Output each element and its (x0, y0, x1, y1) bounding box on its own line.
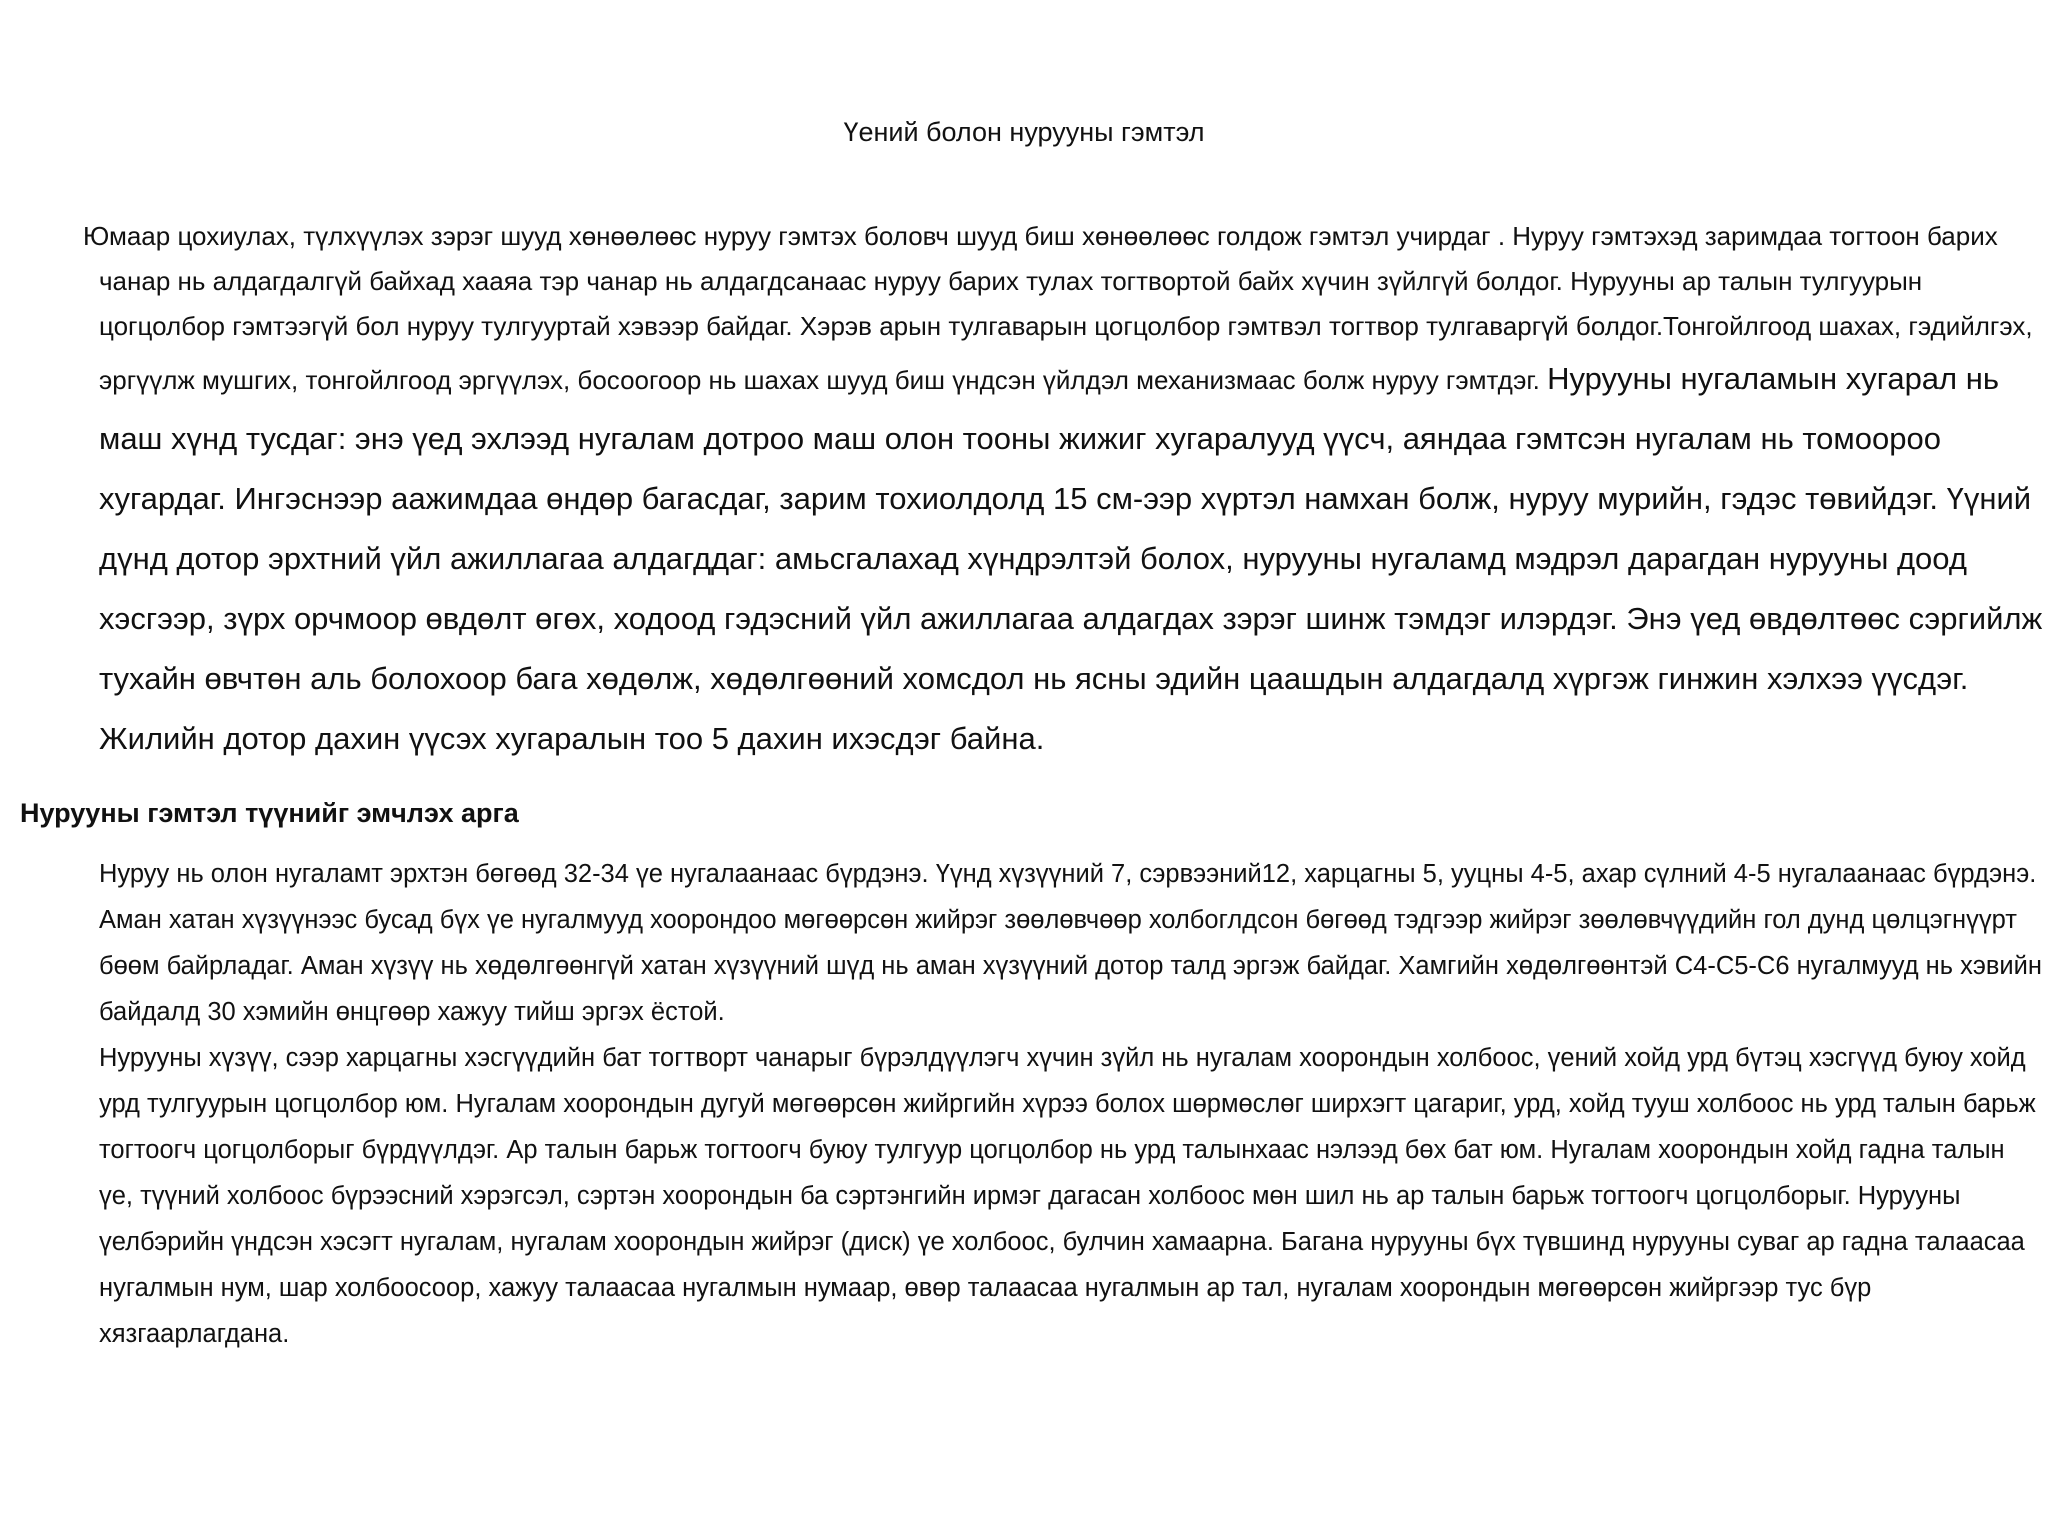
document-title: Үений болон нурууны гэмтэл (843, 117, 1205, 147)
body-paragraph-1: Нуруу нь олон нугаламт эрхтэн бөгөөд 32-34 үе нугалаанаас бүрдэнэ. Үүнд хүзүүний 7, сэрвээний12, харцагны 5, ууцны 4-5, ахар сүлний 4-5 нугалаанаас бүрдэнэ. (99, 860, 2037, 888)
intro-text-part1: Юмаар цохиулах, түлхүүлэх зэрэг шууд хөнөөлөөс нуруу гэмтэх боловч шууд биш хөнөөлөөс голдож гэмтэл учирдаг . Нуруу гэмтэхэд заримдаа тогтоон барих чанар нь алдагдалгүй байхад хааяа тэр чанар нь алдагдсанаас нуруу барих тулах тогтвортой байх хүчин зүйлгүй болдог. Нурууны ар талын тулгуурын цогцолбор гэмтээгүй бол нуруу тулгууртай хэвээр байдаг. Хэрэв арын тулгаварын цогцолбор гэмтвэл тогтвор тулгаваргүй болдог.Тонгойлгоод шахах, гэдийлгэх, эргүүлж мушгих, тонгойлгоод эргүүлэх, босоогоор нь шахах шууд биш үндсэн үйлдэл механизмаас болж нуруу гэмтдэг. (83, 221, 2033, 395)
body-paragraph-2: Аман хатан хүзүүнээс бусад бүх үе нугалмууд хоорондоо мөгөөрсөн жийрэг зөөлөвчөөр холбоглдсон бөгөөд тэдгээр жийрэг зөөлөвчүүдийн гол дунд цөлцэгнүүрт бөөм байрладаг. Аман хүзүү нь хөдөлгөөнгүй хатан хүзүүний шүд нь аман хүзүүний дотор талд эргэж байдаг. Хамгийн хөдөлгөөнтэй C4-C5-C6 нугалмууд нь хэвийн байдалд 30 хэмийн өнцгөөр хажуу тийш эргэх ёстой. (99, 906, 2042, 1026)
section-body (99, 851, 2044, 1357)
body-paragraph-3: Нурууны хүзүү, сээр харцагны хэсгүүдийн бат тогтворт чанарыг бүрэлдүүлэгч хүчин зүйл нь нугалам хоорондын холбоос, үений хойд урд бүтэц хэсгүүд буюу хойд урд тулгуурын цогцолбор юм. Нугалам хоорондын дугуй мөгөөрсөн жийргийн хүрээ болох шөрмөслөг ширхэгт цагариг, урд, хойд тууш холбоос нь урд талын барьж тогтоогч цогцолборыг бүрдүүлдэг. Ар талын барьж тогтоогч буюу тулгуур цогцолбор нь урд талынхаас нэлээд бөх бат юм. Нугалам хоорондын хойд гадна талын үе, түүний холбоос бүрээсний хэрэгсэл, сэртэн хоорондын ба сэртэнгийн ирмэг дагасан холбоос мөн шил нь ар талын барьж тогтоогч цогцолборыг. Нурууны үелбэрийн үндсэн хэсэгт нугалам, нугалам хоорондын жийрэг (диск) үе холбоос, булчин хамаарна. Багана нурууны бүх түвшинд нурууны суваг ар гадна талаасаа нугалмын нум, шар холбоосоор, хажуу талаасаа нугалмын нумаар, өвөр талаасаа нугалмын ар тал, нугалам хоорондын мөгөөрсөн жийргээр тус бүр хязгаарлагдана. (99, 1044, 2036, 1348)
section-heading: Нурууны гэмтэл түүнийг эмчлэх арга (20, 798, 519, 828)
intro-text-part2: Нурууны нугаламын хугарал нь маш хүнд тусдаг: энэ үед эхлээд нугалам дотроо маш олон тооны жижиг хугаралууд үүсч, аяндаа гэмтсэн нугалам нь томоороо хугардаг. Ингэснээр аажимдаа өндөр багасдаг, зарим тохиолдолд 15 см-ээр хүртэл намхан болж, нуруу мурийн, гэдэс төвийдэг. Үүний дүнд дотор эрхтний үйл ажиллагаа алдагддаг: амьсгалахад хүндрэлтэй болох, нурууны нугаламд мэдрэл дарагдан нурууны доод хэсгээр, зүрх орчмоор өвдөлт өгөх, ходоод гэдэсний үйл ажиллагаа алдагдах зэрэг шинж тэмдэг илэрдэг. Энэ үед өвдөлтөөс сэргийлж тухайн өвчтөн аль болохоор бага хөдөлж, хөдөлгөөний хомсдол нь ясны эдийн цаашдын алдагдалд хүргэж гинжин хэлхээ үүсдэг. Жилийн дотор дахин үүсэх хугаралын тоо 5 дахин ихэсдэг байна. (99, 361, 2043, 756)
intro-paragraph (83, 214, 2044, 769)
